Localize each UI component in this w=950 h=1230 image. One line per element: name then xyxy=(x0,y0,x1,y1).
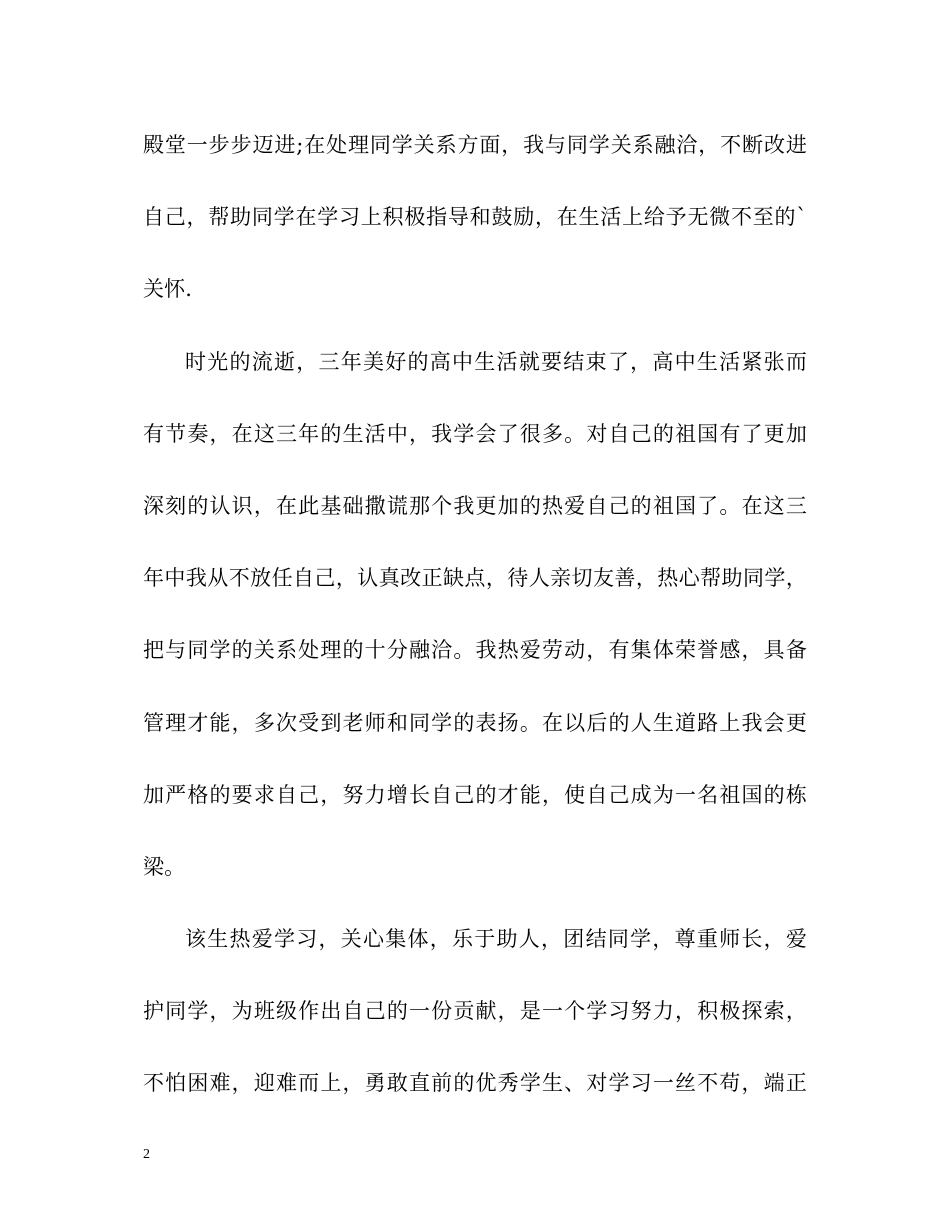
document-body xyxy=(143,126,807,1137)
text-line: 自己，帮助同学在学习上积极指导和鼓励，在生活上给予无微不至的` xyxy=(143,205,807,230)
text-line: 梁。 xyxy=(143,854,186,879)
page-number: 2 xyxy=(143,1147,150,1162)
text-line: 不怕困难，迎难而上，勇敢直前的优秀学生、对学习一丝不苟，端正 xyxy=(143,1071,807,1096)
text-line: 护同学，为班级作出自己的一份贡献，是一个学习努力，积极探索， xyxy=(143,999,807,1024)
text-line: 有节奏，在这三年的生活中，我学会了很多。对自己的祖国有了更加 xyxy=(143,421,807,446)
text-line: 把与同学的关系处理的十分融洽。我热爱劳动，有集体荣誉感，具备 xyxy=(143,638,807,663)
paragraph-start-line: 时光的流逝，三年美好的高中生活就要结束了，高中生活紧张而 xyxy=(185,349,807,374)
text-line: 加严格的要求自己，努力增长自己的才能，使自己成为一名祖国的栋 xyxy=(143,782,807,807)
text-line: 关怀. xyxy=(143,277,193,302)
text-line: 殿堂一步步迈进;在处理同学关系方面，我与同学关系融洽，不断改进 xyxy=(143,133,807,157)
paragraph-start-line: 该生热爱学习，关心集体，乐于助人，团结同学，尊重师长，爱 xyxy=(185,927,807,952)
text-line: 管理才能，多次受到老师和同学的表扬。在以后的人生道路上我会更 xyxy=(143,710,807,735)
text-line: 年中我从不放任自己，认真改正缺点，待人亲切友善，热心帮助同学， xyxy=(143,566,807,591)
text-line: 深刻的认识，在此基础撒谎那个我更加的热爱自己的祖国了。在这三 xyxy=(143,493,807,518)
